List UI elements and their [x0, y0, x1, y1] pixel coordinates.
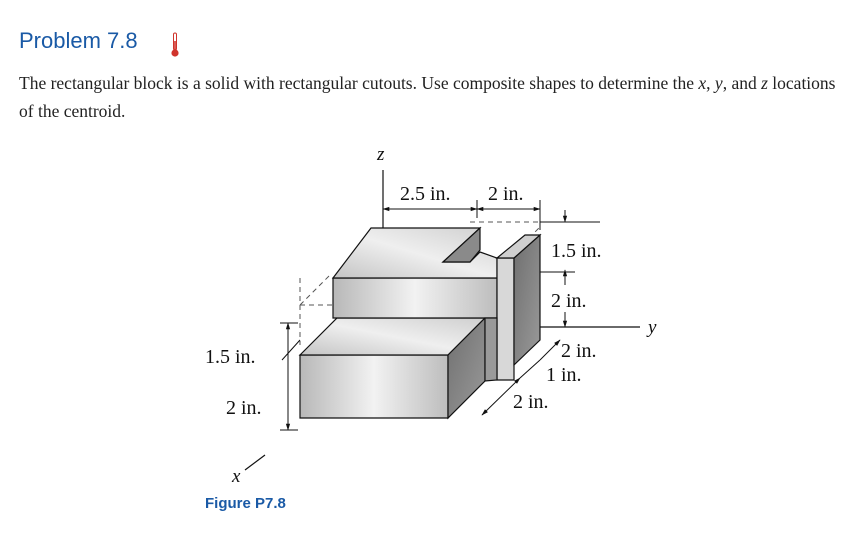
- z-axis-label: z: [377, 144, 385, 165]
- var-y: y: [714, 73, 723, 93]
- var-x: x: [698, 73, 707, 93]
- right-base-face: [485, 318, 497, 381]
- right-front-face: [497, 258, 514, 380]
- dim-left-lower-height: 2 in.: [226, 397, 262, 419]
- x-axis-label: x: [232, 466, 241, 487]
- dim-right-lower-height: 2 in.: [551, 290, 587, 312]
- dim-depth-2: 1 in.: [546, 364, 582, 386]
- upper-block: [333, 228, 497, 318]
- dim-depth-1: 2 in.: [561, 340, 597, 362]
- lower-block: [300, 318, 485, 418]
- x-axis: [245, 455, 265, 470]
- dim-top-right-width: 2 in.: [488, 183, 524, 205]
- dim-right-upper-height: 1.5 in.: [551, 240, 602, 262]
- problem-title: Problem 7.8: [19, 28, 138, 53]
- dim-left-upper-height: 1.5 in.: [205, 346, 256, 368]
- var-z: z: [761, 73, 768, 93]
- figure-caption: Figure P7.8: [205, 495, 286, 512]
- problem-statement: The rectangular block is a solid with rectangular cutouts. Use composite shapes to determine the x, y, and z locations of the centroid.: [19, 73, 836, 121]
- dim-top-left-width: 2.5 in.: [400, 183, 451, 205]
- lower-front-face: [300, 355, 448, 418]
- y-axis-label: y: [648, 317, 657, 338]
- dim-depth-3: 2 in.: [513, 391, 549, 413]
- upper-front-face: [333, 278, 497, 318]
